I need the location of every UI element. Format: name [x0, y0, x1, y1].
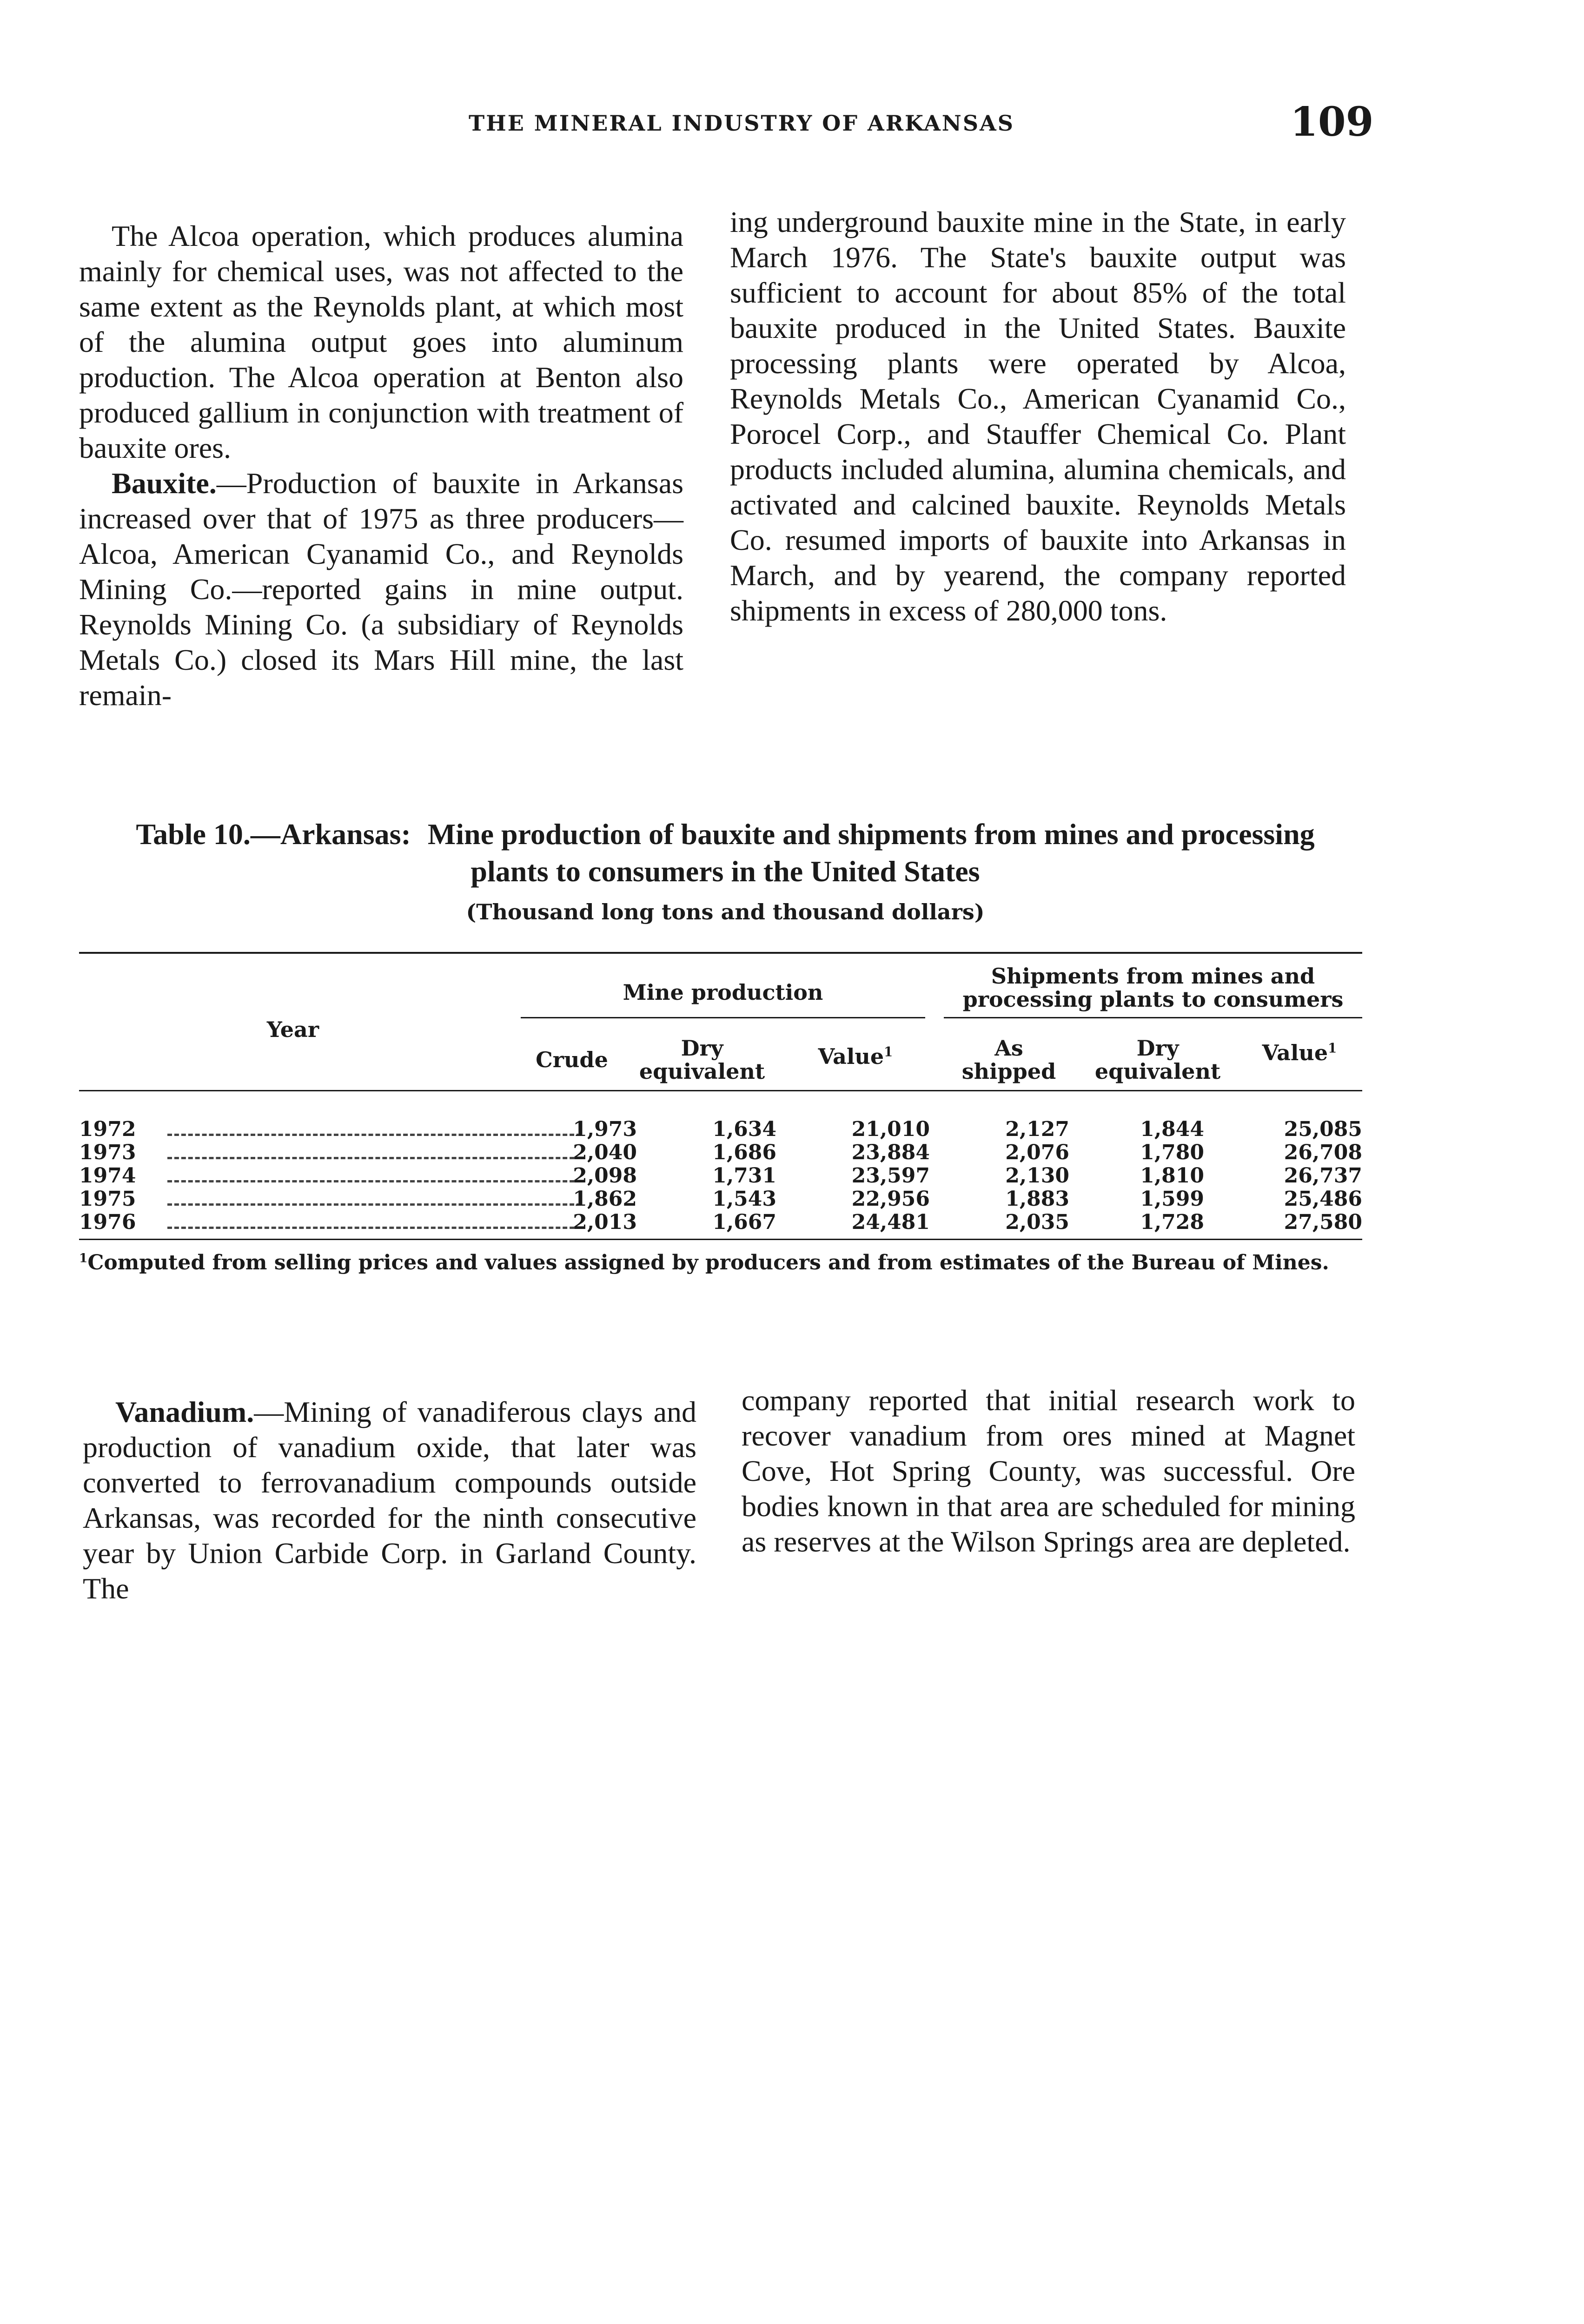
header-year: Year: [266, 1017, 319, 1042]
cell-crude: 2,040: [573, 1141, 637, 1164]
dot-leader: [167, 1141, 581, 1159]
table-bottom-rule: [79, 1239, 1362, 1240]
cell-ship-dry-equivalent: 1,844: [1140, 1117, 1204, 1141]
table-row: [79, 1211, 1362, 1234]
header-as-shipped: As shipped: [961, 1036, 1056, 1084]
table-units: (Thousand long tons and thousand dollars): [466, 899, 985, 924]
body-column-right-bottom: [742, 1383, 1355, 1559]
paragraph-vanadium: [83, 1394, 696, 1606]
paragraph-bauxite: [79, 466, 683, 713]
vanadium-text: —Mining of vanadiferous clays and production of vanadium oxide, that later was converted to ferrovanadium compounds outside Arkansas, was recorded for the ninth consecutive year by Union Carbide Corp. in Garland County. The: [83, 1395, 696, 1605]
header-value-label: Value: [818, 1044, 884, 1069]
body-column-left-top: [79, 218, 683, 713]
dot-leader: [167, 1118, 581, 1136]
running-head: THE MINERAL INDUSTRY OF ARKANSAS: [469, 111, 1014, 136]
table-title-text: Mine production of bauxite and shipments from mines and processing plants to consumers in the United States: [427, 818, 1315, 888]
table-row: [79, 1164, 1362, 1188]
table-top-rule: [79, 952, 1362, 954]
cell-ship-dry-equivalent: 1,599: [1140, 1187, 1204, 1211]
cell-value: 23,884: [851, 1141, 930, 1164]
paragraph-bauxite-continued: ing underground bauxite mine in the State, in early March 1976. The State's bauxite output was sufficient to account for about 85% of the total bauxite produced in the United States. Bauxite processing plants were operated by Alcoa, Reynolds Metals Co., American Cyanamid Co., Porocel Corp., and Stauffer Chemical Co. Plant products included alumina, alumina chemicals, and activated and calcined bauxite. Reynolds Metals Co. resumed imports of bauxite into Arkansas in March, and by yearend, the company reported shipments in excess of 280,000 tons.: [730, 205, 1346, 627]
cell-year: 1975: [79, 1187, 136, 1211]
mine-production-rule: [521, 1017, 925, 1018]
header-ship-value-label: Value: [1262, 1040, 1328, 1065]
cell-as-shipped: 1,883: [1005, 1187, 1069, 1211]
bauxite-heading: Bauxite.: [112, 467, 217, 500]
cell-dry-equivalent: 1,731: [712, 1164, 776, 1188]
cell-value: 24,481: [851, 1210, 930, 1234]
vanadium-heading: Vanadium.: [115, 1395, 254, 1428]
header-value: [786, 1045, 925, 1068]
bauxite-text: —Production of bauxite in Arkansas increased over that of 1975 as three producers—Alcoa, American Cyanamid Co., and Reynolds Mining Co.—reported gains in mine output. Reynolds Mining Co. (a subsidiary of Reynolds Metals Co.) closed its Mars Hill mine, the last remain-: [79, 467, 683, 712]
footnote-marker: 1: [884, 1044, 893, 1060]
cell-ship-dry-equivalent: 1,810: [1140, 1164, 1204, 1188]
table-row: [79, 1188, 1362, 1211]
cell-ship-dry-equivalent: 1,780: [1140, 1141, 1204, 1164]
table-row: [79, 1141, 1362, 1164]
header-crude: Crude: [536, 1047, 608, 1072]
cell-value: 21,010: [851, 1117, 930, 1141]
table-header-rule: [79, 1090, 1362, 1091]
cell-crude: 2,013: [573, 1210, 637, 1234]
cell-dry-equivalent: 1,686: [712, 1141, 776, 1164]
paragraph-vanadium-continued: company reported that initial research work to recover vanadium from ores mined at Magnet Cove, Hot Spring County, was successful. Ore bodies known in that area are scheduled for mining as reserves at the Wilson Springs area are depleted.: [742, 1384, 1355, 1558]
paragraph-alcoa: The Alcoa operation, which produces alumina mainly for chemical uses, was not affected to the same extent as the Reynolds plant, at which most of the alumina output goes into aluminum production. The Alcoa operation at Benton also produced gallium in conjunction with treatment of bauxite ores.: [79, 219, 683, 464]
table-row: [79, 1118, 1362, 1141]
cell-ship-value: 25,085: [1284, 1117, 1362, 1141]
cell-year: 1973: [79, 1141, 136, 1164]
cell-year: 1974: [79, 1164, 136, 1188]
table-footnote: [79, 1249, 1362, 1276]
body-column-left-bottom: [83, 1394, 696, 1606]
footnote-number: 1: [79, 1251, 88, 1266]
cell-ship-value: 26,737: [1284, 1164, 1362, 1188]
cell-as-shipped: 2,130: [1005, 1164, 1069, 1188]
header-shipments: Shipments from mines and processing plants to consumers: [962, 964, 1344, 1012]
dot-leader: [167, 1164, 581, 1182]
cell-as-shipped: 2,035: [1005, 1210, 1069, 1234]
shipments-rule: [944, 1017, 1362, 1018]
cell-ship-value: 25,486: [1284, 1187, 1362, 1211]
cell-year: 1972: [79, 1117, 136, 1141]
cell-ship-dry-equivalent: 1,728: [1140, 1210, 1204, 1234]
page-number: 109: [1290, 99, 1374, 145]
body-column-right-top: [730, 205, 1346, 628]
cell-crude: 2,098: [573, 1164, 637, 1188]
dot-leader: [167, 1211, 581, 1229]
header-mine-production: Mine production: [623, 980, 823, 1005]
dot-leader: [167, 1188, 581, 1206]
footnote-text: Computed from selling prices and values assigned by producers and from estimates of the Bureau of Mines.: [87, 1251, 1329, 1274]
cell-value: 22,956: [851, 1187, 930, 1211]
cell-ship-value: 26,708: [1284, 1141, 1362, 1164]
cell-as-shipped: 2,127: [1005, 1117, 1069, 1141]
cell-dry-equivalent: 1,543: [712, 1187, 776, 1211]
header-ship-value: [1237, 1041, 1362, 1064]
cell-value: 23,597: [851, 1164, 930, 1188]
cell-as-shipped: 2,076: [1005, 1141, 1069, 1164]
table-title: [112, 816, 1339, 890]
cell-dry-equivalent: 1,634: [712, 1117, 776, 1141]
footnote-marker: 1: [1328, 1040, 1337, 1056]
cell-year: 1976: [79, 1210, 136, 1234]
cell-dry-equivalent: 1,667: [712, 1210, 776, 1234]
table-number: Table 10.—Arkansas:: [136, 818, 411, 851]
header-ship-dry-equivalent: Dry equivalent: [1094, 1036, 1221, 1084]
header-dry-equivalent: Dry equivalent: [639, 1036, 765, 1084]
cell-crude: 1,862: [573, 1187, 637, 1211]
cell-ship-value: 27,580: [1284, 1210, 1362, 1234]
cell-crude: 1,973: [573, 1117, 637, 1141]
